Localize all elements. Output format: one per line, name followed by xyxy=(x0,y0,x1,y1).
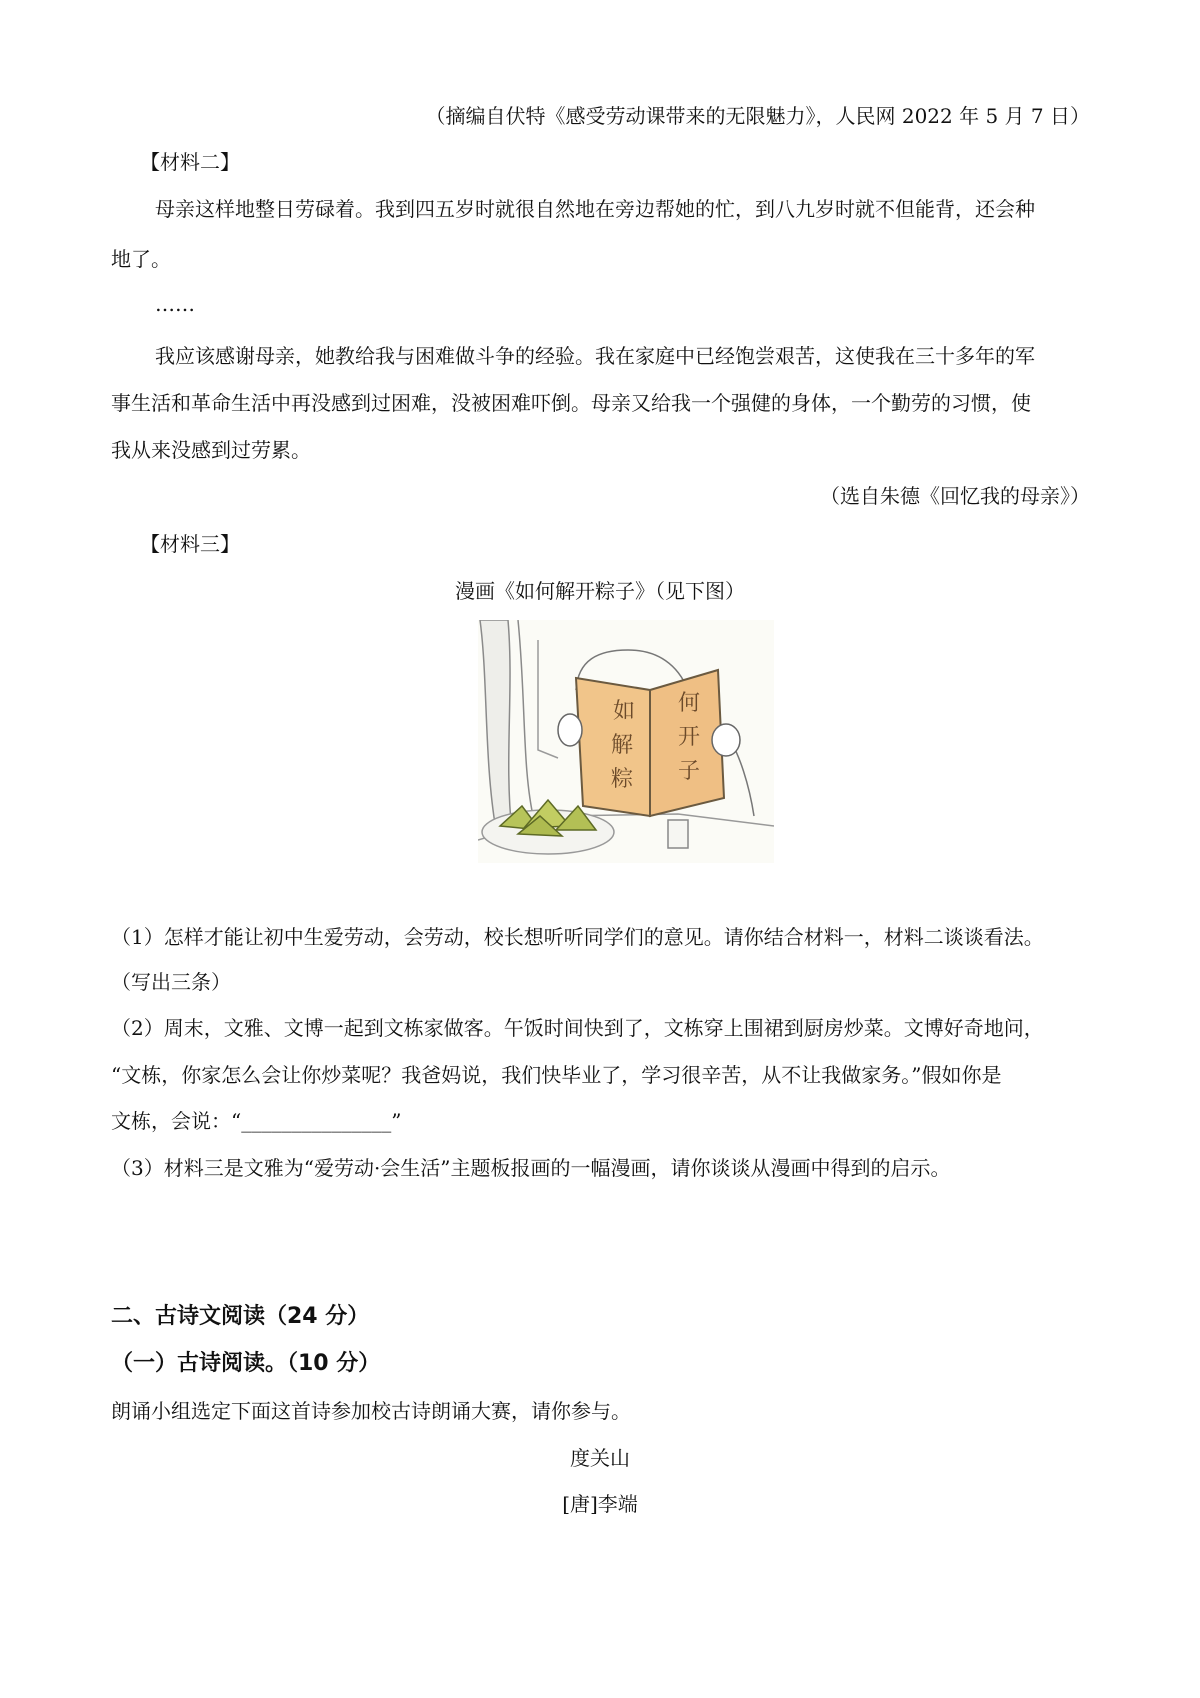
book-title-char: 子 xyxy=(678,759,701,784)
book-title-char: 粽 xyxy=(611,767,634,792)
comic-caption: 漫画《如何解开粽子》（见下图） xyxy=(455,579,745,603)
material-3-heading: 【材料三】 xyxy=(140,532,240,556)
material-2-ellipsis: …… xyxy=(155,292,195,316)
poem-title: 度关山 xyxy=(570,1446,630,1470)
question-2: “文栋，你家怎么会让你炒菜呢？我爸妈说，我们快毕业了，学习很辛苦，从不让我做家务。”假如你是 xyxy=(111,1063,1002,1087)
question-2: （2）周末，文雅、文博一起到文栋家做客。午饭时间快到了，文栋穿上围裙到厨房炒菜。文博好奇地问， xyxy=(111,1016,1044,1040)
source-citation-1: （摘编自伏特《感受劳动课带来的无限魅力》，人民网 2022 年 5 月 7 日） xyxy=(425,104,1090,128)
section-2-intro: 朗诵小组选定下面这首诗参加校古诗朗诵大赛，请你参与。 xyxy=(111,1399,631,1423)
material-2-text: 我应该感谢母亲，她教给我与困难做斗争的经验。我在家庭中已经饱尝艰苦，这使我在三十多年的军 xyxy=(155,344,1035,368)
question-1: （1）怎样才能让初中生爱劳动，会劳动，校长想听听同学们的意见。请你结合材料一，材料二谈谈看法。 xyxy=(111,925,1044,949)
book-title-char: 如 xyxy=(613,699,636,724)
material-2-source: （选自朱德《回忆我的母亲》） xyxy=(820,484,1090,508)
material-2-text: 事生活和革命生活中再没感到过困难，没被困难吓倒。母亲又给我一个强健的身体，一个勤劳的习惯，使 xyxy=(111,391,1031,415)
book-title-char: 何 xyxy=(678,691,701,716)
section-2-heading: 二、古诗文阅读（24 分） xyxy=(111,1304,370,1329)
comic-illustration xyxy=(478,620,774,863)
question-1: （写出三条） xyxy=(111,970,231,994)
material-2-heading: 【材料二】 xyxy=(140,150,240,174)
question-2: 文栋，会说：“_______________” xyxy=(111,1109,402,1133)
question-3: （3）材料三是文雅为“爱劳动·会生活”主题板报画的一幅漫画，请你谈谈从漫画中得到的启示。 xyxy=(111,1156,951,1180)
book-title-char: 解 xyxy=(611,733,634,758)
material-2-text: 母亲这样地整日劳碌着。我到四五岁时就很自然地在旁边帮她的忙，到八九岁时就不但能背，还会种 xyxy=(155,197,1035,221)
book-title-char: 开 xyxy=(678,725,701,750)
poem-author: [唐]李端 xyxy=(562,1492,638,1516)
material-2-text: 地了。 xyxy=(111,247,171,271)
material-2-text: 我从来没感到过劳累。 xyxy=(111,438,311,462)
section-2-sub-heading: （一）古诗阅读。（10 分） xyxy=(111,1351,381,1376)
